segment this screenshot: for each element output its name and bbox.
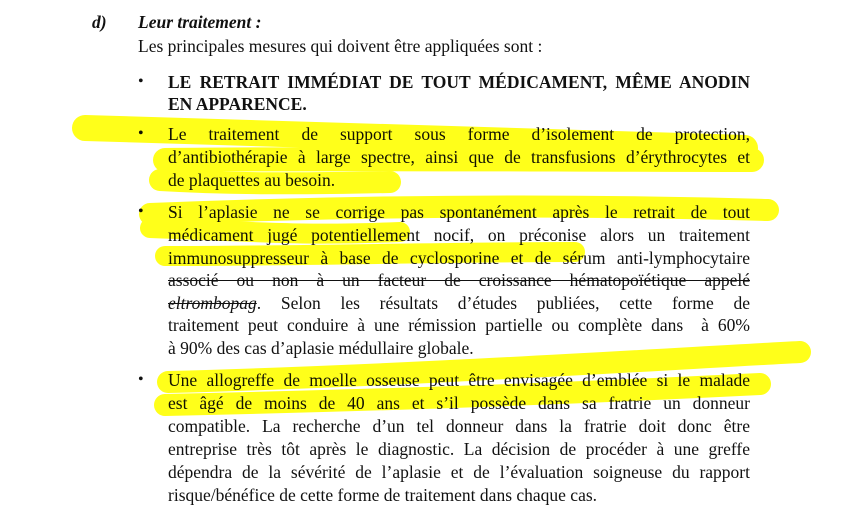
list-item-line: médicament jugé potentiellement nocif, on préconise alors un traitement	[168, 225, 750, 245]
bullet: •	[138, 73, 144, 90]
list-item-line: entreprise très tôt après le diagnostic. La décision de procéder à une greffe	[168, 439, 750, 459]
list-item-line: LE RETRAIT IMMÉDIAT DE TOUT MÉDICAMENT, MÊME ANODIN	[168, 72, 750, 92]
list-item-line: à 90% des cas d’aplasie médullaire globale.	[168, 338, 474, 358]
list-item-line: de plaquettes au besoin.	[168, 170, 336, 190]
section-intro: Les principales mesures qui doivent être appliquées sont :	[138, 36, 543, 56]
bullet: •	[138, 371, 144, 388]
bullet: •	[138, 203, 144, 220]
list-item-line: risque/bénéfice de cette forme de traitement dans chaque cas.	[168, 485, 598, 505]
list-item-line: d’antibiothérapie à large spectre, ainsi que de transfusions d’érythrocytes et	[168, 147, 750, 167]
list-item-line: . Selon les résultats d’études publiées, cette forme de	[256, 293, 750, 313]
list-item-line: Si l’aplasie ne se corrige pas spontanément après le retrait de tout	[168, 202, 750, 222]
list-item-line: est âgé de moins de 40 ans et s’il possède dans sa fratrie un donneur	[168, 393, 750, 413]
list-item-line-struck: associé ou non à un facteur de croissance hématopoïétique appelé	[168, 270, 750, 290]
list-item-line: traitement peut conduire à une rémission partielle ou complète dans à 60%	[168, 315, 750, 335]
struck-term: eltrombopag	[168, 293, 257, 313]
list-item-line: Une allogreffe de moelle osseuse peut être envisagée d’emblée si le malade	[168, 370, 750, 390]
section-title: Leur traitement :	[138, 12, 262, 32]
list-item-line: dépendra de la sévérité de l’aplasie et de l’évaluation soigneuse du rapport	[168, 462, 750, 482]
section-label: d)	[92, 12, 107, 32]
list-item-line: EN APPARENCE.	[168, 94, 307, 114]
list-item-line: Le traitement de support sous forme d’isolement de protection,	[168, 124, 750, 144]
list-item-line: compatible. La recherche d’un tel donneur dans la fratrie doit donc être	[168, 416, 750, 436]
list-item-line: immunosuppresseur à base de cyclosporine et de sérum anti-lymphocytaire	[168, 248, 750, 268]
bullet: •	[138, 125, 144, 142]
